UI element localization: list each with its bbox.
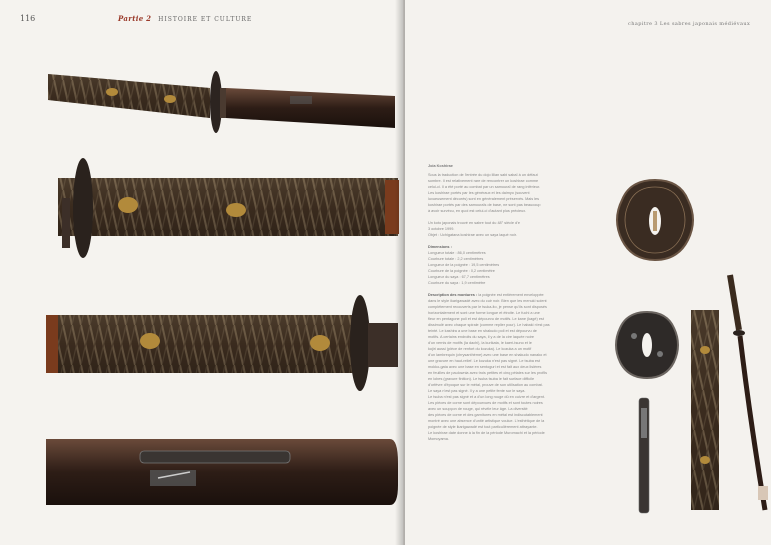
caption-para-2: Un koto japonais trouvé en sabre tout du 48° siècle d'e 3 octobre 1999. Objet : Uchigatana koshirae avec un saya laqué noir.: [428, 221, 520, 237]
part-title: HISTOIRE ET CULTURE: [158, 16, 253, 23]
description-header: Description des montures :: [428, 293, 478, 297]
saya-top: [226, 88, 395, 128]
handle-closeup-photo-2: [0, 285, 403, 395]
tsuba-photo-1: [610, 175, 700, 265]
tsuba-photo-2: [612, 308, 682, 383]
dimensions-block: Dimensions : Longueur totale : 86,0 centimètres Courbure totale : 2,2 centimètres Longueur de la poignée : 19,5 centimètres Courbure de la poignée : 0,2 centimètre Longueur du saya : 67,7 centimètres Courbure du saya : 1,9 centimètre: [428, 244, 588, 286]
page-number: 116: [20, 14, 36, 23]
caption-para-1: Sous la traduction de l'entrée du dojo lilian sabi sabaï à un défaut sombre. Il est relativement rare de rencontrer un koshirae comme celui-ci. Il a été porté au combat par un samouraï de rang inférieur. Les koshirae portés par les généraux et les daimyo (souvent luxueusement décorés) sont en généralement préservés. Mais les koshirae portés par des samouraïs de base, ne sont pas beaucoup à avoir survécu, en quoi est celui-ci d'autant plus précieux.: [428, 173, 541, 213]
part-label: Partie 2: [118, 14, 152, 23]
dimensions-header: Dimensions :: [428, 245, 452, 249]
caption-title: Joia Koshirae: [428, 164, 453, 168]
full-sword-vertical-photo: [725, 270, 770, 515]
saya-kozuka-photo: [0, 425, 403, 515]
right-page: [405, 0, 771, 545]
library-stamp: [758, 486, 768, 500]
chapter-running-head: chapitre 3 Les sabres japonais médiévaux: [628, 21, 751, 27]
handle-vertical-photo: [685, 310, 725, 515]
kozuka-photo: [633, 398, 653, 518]
caption-block: [428, 163, 588, 442]
description-block: Description des montures : la poignée est entièrement enveloppée dans le style ikarigawadé avec du cuir noir. Bien que les menuki soient complètement recouverts par le tsuka-ito, je pense qu'ils sont disposés horizontalement et sont une forme longue et étroite. Le fuchi a une fleur en pentagone poli et est dépourvu de motifs. Le kane (kagé) est dissimulé avec chaque spirale (comme replier pour). Le habaki n'est pas teinté. Le kashira a une base en shakudo poli et est dépourvu de motifs. A certains endroits du saya, il y a de la cire laquée noire d'un vernis de motifs (la dachi), la kurikata, le kaeri-tsuno et le kojiri aussi (pièce de renfort du kozuka). Le kozuka a un motif d'un lambrequin (chrysanthème) avec une base en shakudo nanako et une gravure en haut-relief. Le kozuka n'est pas signé. Le tsuba est mokko-gata avec une base en sentoguri et est fait aux deux lisières en feuilles de paulownia avec trois petites et cinq pétales sur les profils en lobes (gravure finition). Le tsuba tsuba le fait surface difficile d'orfèvre d'époque sur le métal, prouve de son utilisation au combat. Le saya n'est pas signé. Il y a une petite fente sur le saya. Le tsuba n'est pas signé et a d'un long rouge dû en cuivre et d'argent. Les pièces de corne sont dépourvues de motifs et sont toutes noires avec un soupçon de rouge, qui révèle leur âge. La diversité des pièces de corne et des garnitures en métal est indiscutablement montré avec une absence d'unité artistique voulue. L'esthétique de la poignée de style ikarigawadé est tout particulièrement attrayante. Le koshirae date donne à la fin de la période Muromachi et la période Momoyama.: [428, 293, 550, 441]
handle-closeup-photo-1: [0, 150, 403, 270]
